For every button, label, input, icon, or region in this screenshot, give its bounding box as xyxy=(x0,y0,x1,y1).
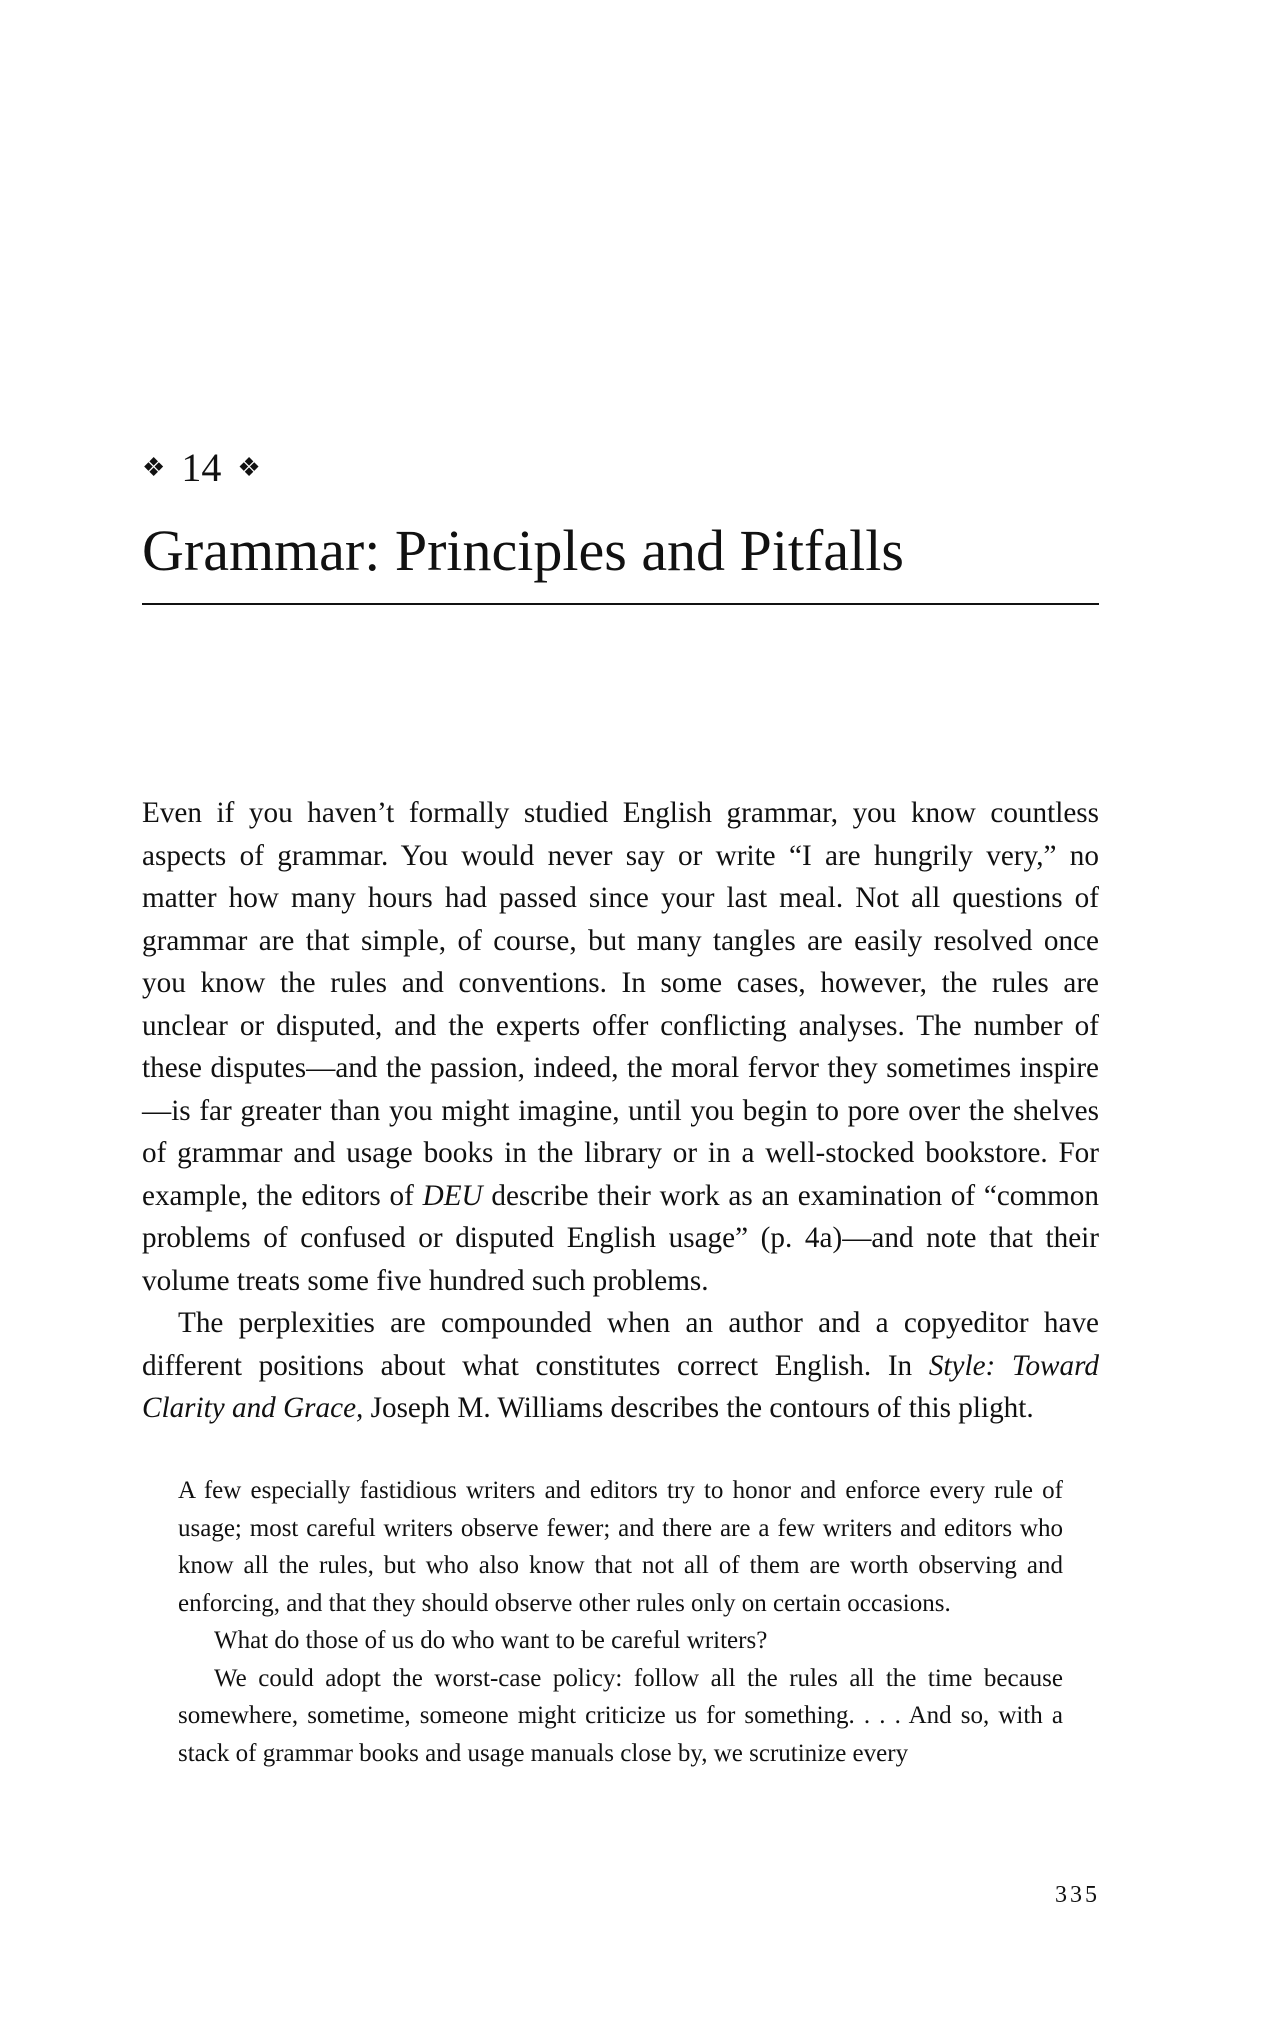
body-paragraph-2-italic: Style: Toward Clarity and Grace, xyxy=(142,1349,1099,1424)
diamond-ornament-icon: ❖ xyxy=(237,453,261,482)
body-paragraph-1-end: describe their work as an examination of “common problems of confused or disputed English usage” (p. 4a)—and note that their volume treats some five hundred such problems. xyxy=(142,1179,1099,1297)
quote-paragraph: What do those of us do who want to be careful writers? xyxy=(214,1627,768,1654)
title-rule xyxy=(142,603,1099,605)
block-quote xyxy=(178,1472,1063,1772)
body-text xyxy=(142,792,1099,1430)
diamond-ornament-icon: ❖ xyxy=(142,453,166,482)
body-paragraph-1-text: Even if you haven’t formally studied English grammar, you know countless aspects of grammar. You would never say or write “I are hungrily very,” no matter how many hours had passed since your last meal. Not all questions of grammar are that simple, of course, but many tangles are easily resolved once you know the rules and conventions. In some cases, however, the rules are unclear or disputed, and the experts offer conflicting analyses. The number of these disputes—and the passion, indeed, the moral fervor they sometimes inspire—is far greater than you might imagine, until you begin to pore over the shelves of grammar and usage books in the library or in a well-stocked bookstore. For example, the editors of xyxy=(142,797,1099,1212)
chapter-number xyxy=(142,444,261,492)
body-paragraph-2-end: Joseph M. Williams describes the contours of this plight. xyxy=(363,1392,1034,1424)
page-number: 335 xyxy=(1055,1882,1100,1908)
body-paragraph xyxy=(142,792,1099,1302)
body-paragraph-2-text: The perplexities are compounded when an author and a copyeditor have different positions about what constitutes correct English. In xyxy=(142,1307,1099,1382)
chapter-number-text: 14 xyxy=(181,445,222,490)
body-paragraph-1-italic: DEU xyxy=(422,1179,483,1212)
chapter-title: Grammar: Principles and Pitfalls xyxy=(142,518,904,583)
quote-paragraph: We could adopt the worst-case policy: follow all the rules all the time because somewhere, sometime, someone might criticize us for something. . . . And so, with a stack of grammar books and usage manuals close by, we scrutinize every xyxy=(178,1664,1063,1767)
body-paragraph xyxy=(142,1302,1099,1430)
quote-paragraph: A few especially fastidious writers and editors try to honor and enforce every rule of usage; most careful writers observe fewer; and there are a few writers and editors who know all the rules, but who also know that not all of them are worth observing and enforcing, and that they should observe other rules only on certain occasions. xyxy=(178,1477,1063,1617)
